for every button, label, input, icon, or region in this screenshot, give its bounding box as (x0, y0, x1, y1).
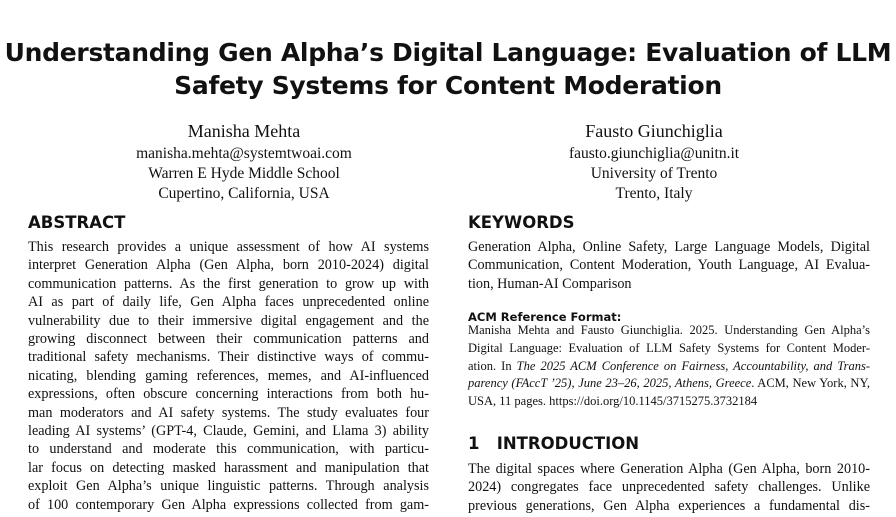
abstract-line: to understand and moderate this communication, with particu- (28, 441, 429, 458)
keywords-line: Communication, Content Moderation, Youth Language, AI Evalua- (468, 257, 870, 274)
title-line-1: Understanding Gen Alpha’s Digital Language: Evaluation of LLM (4, 38, 892, 67)
acm-reference-line: Digital Language: Evaluation of LLM Safety Systems for Content Moder- (468, 340, 870, 355)
abstract-line: man moderators and AI safety systems. The study evaluates four (28, 404, 429, 421)
abstract-line: lar focus on detecting masked harassment and manipulation that (28, 459, 429, 476)
keywords-body (468, 238, 870, 293)
abstract-line: communication patterns. As the first generation to grow up with (28, 275, 429, 292)
abstract-line: This research provides a unique assessment of how AI systems (28, 239, 429, 255)
acm-reference-fragment: . ACM, New York, NY, (751, 376, 870, 391)
keywords-line: tion, Human-AI Comparison (468, 275, 632, 292)
acm-reference-label: ACM Reference Format: (468, 310, 622, 324)
author-name: Manisha Mehta (187, 121, 301, 141)
abstract-line: leading AI systems’ (GPT-4, Claude, Gemini, and Llama 3) ability (28, 423, 429, 440)
abstract-heading: ABSTRACT (28, 213, 126, 232)
acm-reference-venue: The 2025 ACM Conference on Fairness, Accountability, and Trans- (516, 358, 870, 373)
introduction-heading: 1 INTRODUCTION (468, 434, 640, 453)
author-affiliation: Warren E Hyde Middle School (148, 165, 340, 182)
abstract-line: traditional safety mechanisms. Their distinctive ways of commu- (28, 349, 429, 366)
keywords-line: Generation Alpha, Online Safety, Large Language Models, Digital (468, 239, 870, 255)
title-line-2: Safety Systems for Content Moderation (174, 71, 722, 100)
abstract-line: exploit Gen Alpha’s unique linguistic patterns. Through analysis (28, 478, 429, 495)
keywords-heading: KEYWORDS (468, 213, 575, 232)
introduction-body (468, 460, 870, 515)
acm-reference-fragment: ation. In (468, 358, 517, 373)
introduction-line: previous generations, Gen Alpha experiences a fundamental dis- (468, 497, 870, 514)
author-email: fausto.giunchiglia@unitn.it (568, 145, 740, 162)
acm-reference-line (468, 358, 870, 376)
abstract-line: growing disconnect between their communication patterns and (28, 331, 429, 348)
author-location: Trento, Italy (615, 185, 693, 202)
paper-title (0, 36, 896, 102)
introduction-line: The digital spaces where Generation Alpha (Gen Alpha, born 2010- (468, 461, 870, 477)
acm-reference-venue: parency (FAccT ’25), June 23–26, 2025, Athens, Greece (468, 376, 752, 391)
abstract-line: expressions, often obscure concerning interactions from both hu- (28, 386, 429, 403)
introduction-line: 2024) congregates face unprecedented safety challenges. Unlike (468, 479, 870, 496)
author-name: Fausto Giunchiglia (585, 121, 723, 141)
author-location: Cupertino, California, USA (158, 185, 330, 202)
author-block-1 (94, 119, 394, 204)
abstract-body (28, 238, 429, 514)
author-email: manisha.mehta@systemtwoai.com (136, 145, 352, 162)
abstract-line: interpret Generation Alpha (Gen Alpha, born 2010-2024) digital (28, 257, 429, 274)
acm-reference-text (468, 322, 870, 411)
author-block-2 (504, 119, 804, 204)
abstract-line: nicating, blending gaming references, memes, and AI-influenced (28, 367, 429, 384)
acm-reference-line: Manisha Mehta and Fausto Giunchiglia. 2025. Understanding Gen Alpha’s (468, 323, 870, 337)
abstract-line: vulnerability due to their immersive digital engagement and the (28, 312, 429, 329)
acm-reference-doi[interactable]: USA, 11 pages. https://doi.org/10.1145/3715275.3732184 (468, 394, 758, 409)
abstract-line: of 100 contemporary Gen Alpha expressions collected from gam- (28, 496, 429, 513)
author-affiliation: University of Trento (590, 165, 718, 182)
acm-reference-line (468, 375, 870, 393)
abstract-line: AI as part of daily life, Gen Alpha faces unprecedented online (28, 294, 429, 311)
